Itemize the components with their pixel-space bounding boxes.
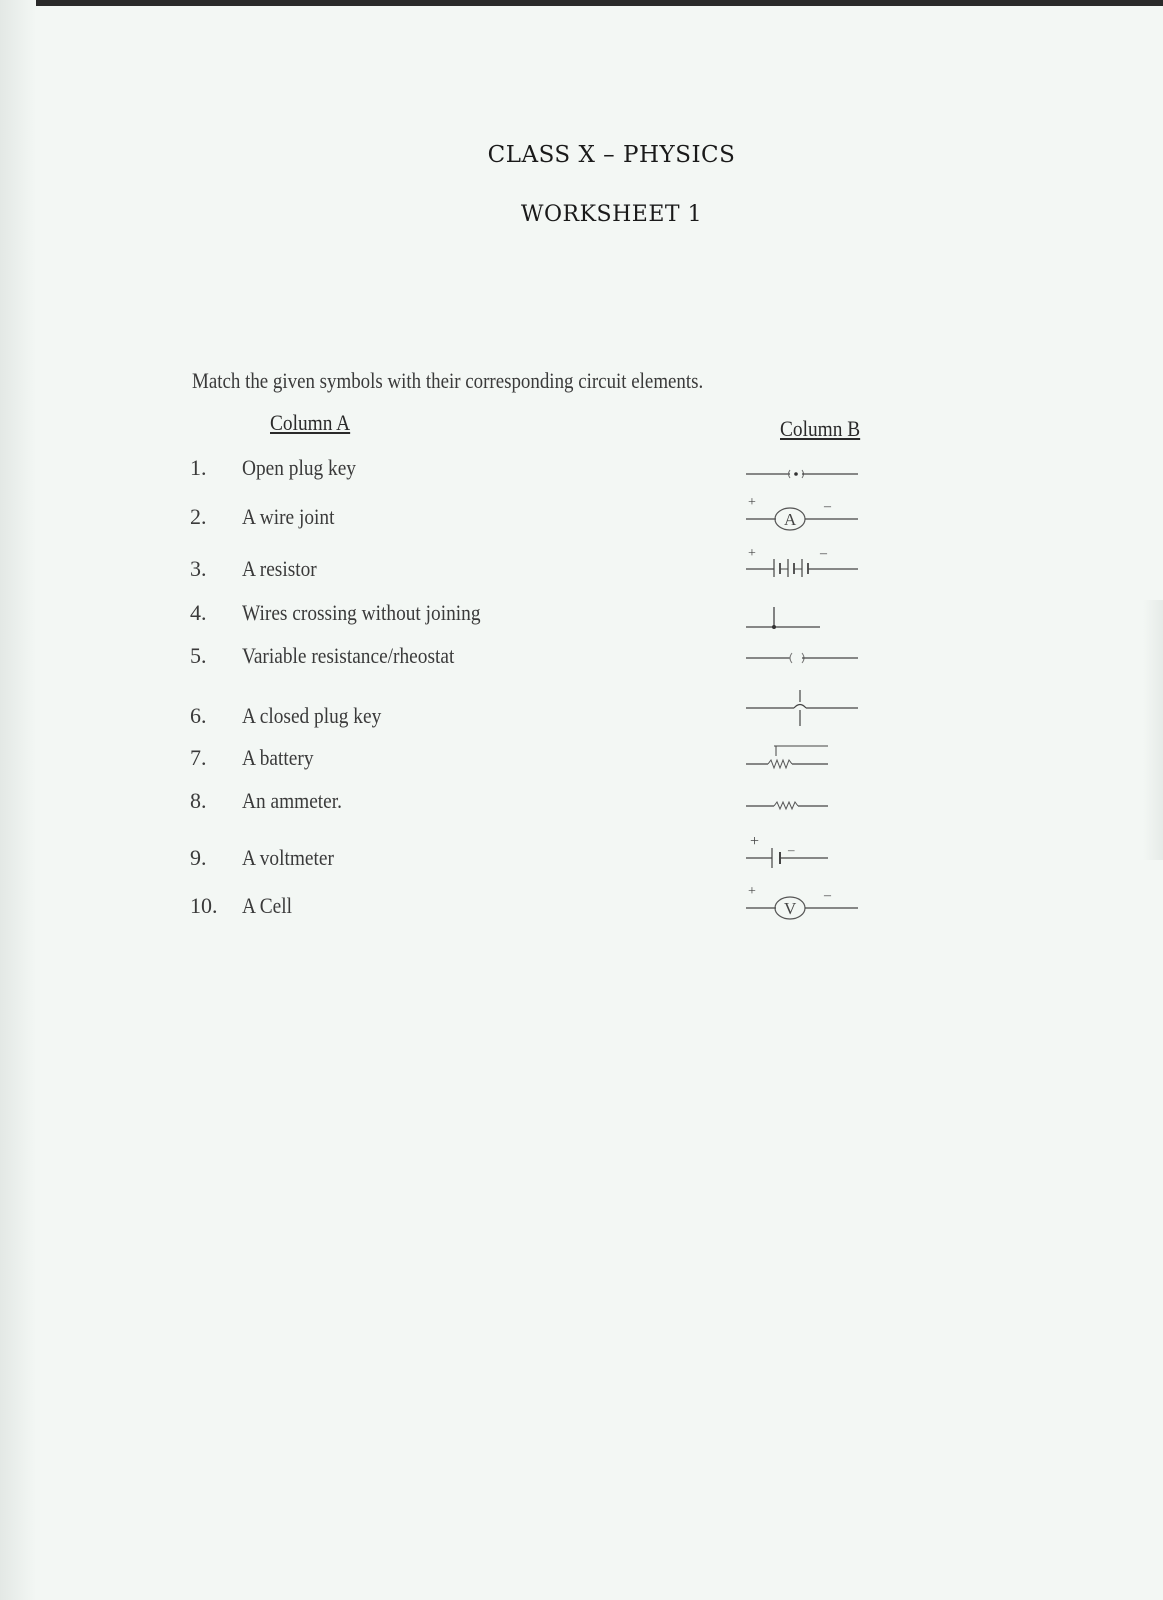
item-number: 3. bbox=[190, 556, 207, 581]
item-label: A wire joint bbox=[242, 504, 335, 529]
item-number: 4. bbox=[190, 600, 207, 625]
scan-edge-left bbox=[0, 0, 36, 1600]
symbol-voltmeter bbox=[740, 882, 860, 922]
ammeter-letter: A bbox=[784, 510, 797, 529]
item-label: Variable resistance/rheostat bbox=[242, 643, 455, 668]
item-number: 6. bbox=[190, 703, 207, 728]
item-label: A closed plug key bbox=[242, 703, 382, 728]
symbol-resistor bbox=[740, 786, 860, 826]
list-item bbox=[190, 504, 347, 530]
worksheet-subtitle: WORKSHEET 1 bbox=[520, 202, 703, 227]
item-label: An ammeter. bbox=[242, 788, 343, 813]
column-a-heading: Column A bbox=[270, 410, 351, 435]
worksheet-title: CLASS X – PHYSICS bbox=[487, 142, 736, 168]
item-number: 2. bbox=[190, 504, 207, 529]
item-label: A Cell bbox=[242, 893, 293, 918]
list-item bbox=[190, 643, 483, 669]
plug-key-icon bbox=[740, 640, 860, 670]
item-label: A voltmeter bbox=[242, 845, 334, 870]
plug-key-icon bbox=[740, 452, 860, 482]
minus-sign: – bbox=[820, 546, 827, 561]
list-item bbox=[190, 745, 323, 771]
item-label: A resistor bbox=[242, 556, 317, 581]
item-number: 1. bbox=[190, 455, 207, 480]
instruction-text: Match the given symbols with their corresponding circuit elements. bbox=[192, 368, 704, 393]
rheostat-icon bbox=[740, 740, 860, 776]
list-item bbox=[190, 600, 513, 626]
item-number: 10. bbox=[190, 893, 218, 918]
plus-sign: + bbox=[750, 833, 760, 850]
column-b-heading: Column B bbox=[780, 416, 861, 441]
plus-sign: + bbox=[748, 884, 756, 899]
list-item bbox=[190, 845, 346, 871]
item-label: Open plug key bbox=[242, 455, 356, 480]
plus-sign: + bbox=[748, 546, 756, 561]
scan-edge-right bbox=[1143, 600, 1163, 860]
battery-icon bbox=[740, 545, 860, 581]
list-item bbox=[190, 556, 327, 582]
item-number: 7. bbox=[190, 745, 207, 770]
voltmeter-icon bbox=[740, 882, 860, 922]
list-item bbox=[190, 703, 400, 729]
item-label: A battery bbox=[242, 745, 314, 770]
voltmeter-letter: V bbox=[784, 899, 797, 918]
symbol-battery bbox=[740, 545, 860, 585]
ammeter-icon bbox=[740, 493, 860, 533]
list-item bbox=[190, 455, 372, 481]
list-item bbox=[190, 788, 356, 814]
symbol-cell bbox=[740, 832, 860, 872]
symbol-plug-key-closed bbox=[740, 452, 860, 492]
minus-sign: – bbox=[788, 842, 795, 857]
wires-crossing-icon bbox=[740, 688, 860, 728]
symbol-wires-crossing bbox=[740, 688, 860, 728]
cell-icon bbox=[740, 832, 860, 872]
plus-sign: + bbox=[748, 495, 756, 510]
item-number: 9. bbox=[190, 845, 207, 870]
scan-edge-top bbox=[0, 0, 1163, 6]
symbol-plug-key-open bbox=[740, 640, 860, 680]
item-label: Wires crossing without joining bbox=[242, 600, 481, 625]
resistor-icon bbox=[740, 786, 860, 816]
item-number: 8. bbox=[190, 788, 207, 813]
item-number: 5. bbox=[190, 643, 207, 668]
symbol-ammeter bbox=[740, 493, 860, 533]
minus-sign: – bbox=[824, 888, 831, 903]
list-item bbox=[190, 893, 299, 919]
symbol-wire-joint bbox=[740, 597, 860, 637]
symbol-rheostat bbox=[740, 740, 860, 780]
minus-sign: – bbox=[824, 499, 831, 514]
wire-joint-icon bbox=[740, 597, 860, 633]
